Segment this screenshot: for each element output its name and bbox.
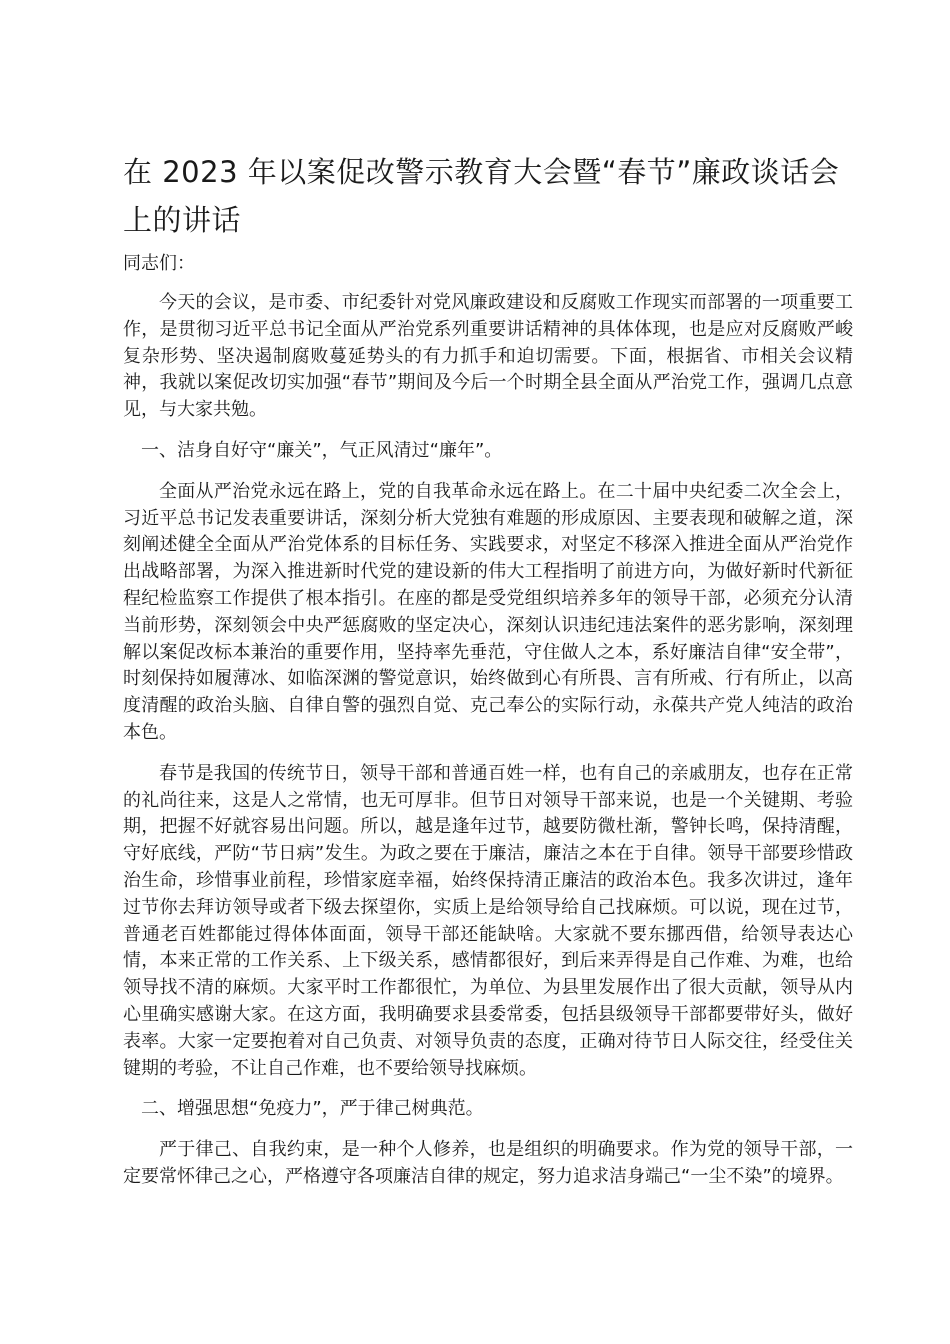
paragraph-intro: 今天的会议，是市委、市纪委针对党风廉政建设和反腐败工作现实而部署的一项重要工作，是贯彻习近平总书记全面从严治党系列重要讲话精神的具体体现，也是应对反腐败严峻复杂形势、坚决遏制腐败蔓延势头的有力抓手和迫切需要。下面，根据省、市相关会议精神，我就以案促改切实加强“春节”期间及今后一个时期全县全面从严治党工作，强调几点意见，与大家共勉。 [123, 292, 853, 421]
section-heading-2: 二、增强思想“免疫力”，严于律己树典范。 [141, 1098, 484, 1120]
paragraph-section1-b: 春节是我国的传统节日，领导干部和普通百姓一样，也有自己的亲戚朋友，也存在正常的礼尚往来，这是人之常情，也无可厚非。但节日对领导干部来说，也是一个关键期、考验期，把握不好就容易出问题。所以，越是逢年过节，越要防微杜渐，警钟长鸣，保持清醒，守好底线，严防“节日病”发生。为政之要在于廉洁，廉洁之本在于自律。领导干部要珍惜政治生命，珍惜事业前程，珍惜家庭幸福，始终保持清正廉洁的政治本色。我多次讲过，逢年过节你去拜访领导或者下级去探望你，实质上是给领导给自己找麻烦。可以说，现在过节，普通老百姓都能过得体体面面，领导干部还能缺啥。大家就不要东挪西借，给领导表达心情，本来正常的工作关系、上下级关系，感情都很好，到后来弄得是自己作难、为难，也给领导找不清的麻烦。大家平时工作都很忙，为单位、为县里发展作出了很大贡献，领导从内心里确实感谢大家。在这方面，我明确要求县委常委，包括县级领导干部都要带好头，做好表率。大家一定要抱着对自己负责、对领导负责的态度，正确对待节日人际交往，经受住关键期的考验，不让自己作难，也不要给领导找麻烦。 [123, 762, 853, 1079]
document-page [123, 148, 853, 1205]
salutation: 同志们： [123, 253, 195, 274]
paragraph-section2-a: 严于律己、自我约束，是一种个人修养，也是组织的明确要求。作为党的领导干部，一定要常怀律己之心，严格遵守各项廉洁自律的规定，努力追求洁身端己“一尘不染”的境界。 [123, 1139, 853, 1187]
document-title: 在 2023 年以案促改警示教育大会暨“春节”廉政谈话会上的讲话 [123, 155, 840, 237]
section-heading-1: 一、洁身自好守“廉关”，气正风清过“廉年”。 [141, 439, 503, 461]
paragraph-section1-a: 全面从严治党永远在路上，党的自我革命永远在路上。在二十届中央纪委二次全会上，习近平总书记发表重要讲话，深刻分析大党独有难题的形成原因、主要表现和破解之道，深刻阐述健全全面从严治党体系的目标任务、实践要求，对坚定不移深入推进全面从严治党作出战略部署，为深入推进新时代党的建设新的伟大工程指明了前进方向，为做好新时代新征程纪检监察工作提供了根本指引。在座的都是受党组织培养多年的领导干部，必须充分认清当前形势，深刻领会中央严惩腐败的坚定决心，深刻认识违纪违法案件的恶劣影响，深刻理解以案促改标本兼治的重要作用，坚持率先垂范，守住做人之本，系好廉洁自律“安全带”，时刻保持如履薄冰、如临深渊的警觉意识，始终做到心有所畏、言有所戒、行有所止，以高度清醒的政治头脑、自律自警的强烈自觉、克己奉公的实际行动，永葆共产党人纯洁的政治本色。 [123, 480, 853, 743]
